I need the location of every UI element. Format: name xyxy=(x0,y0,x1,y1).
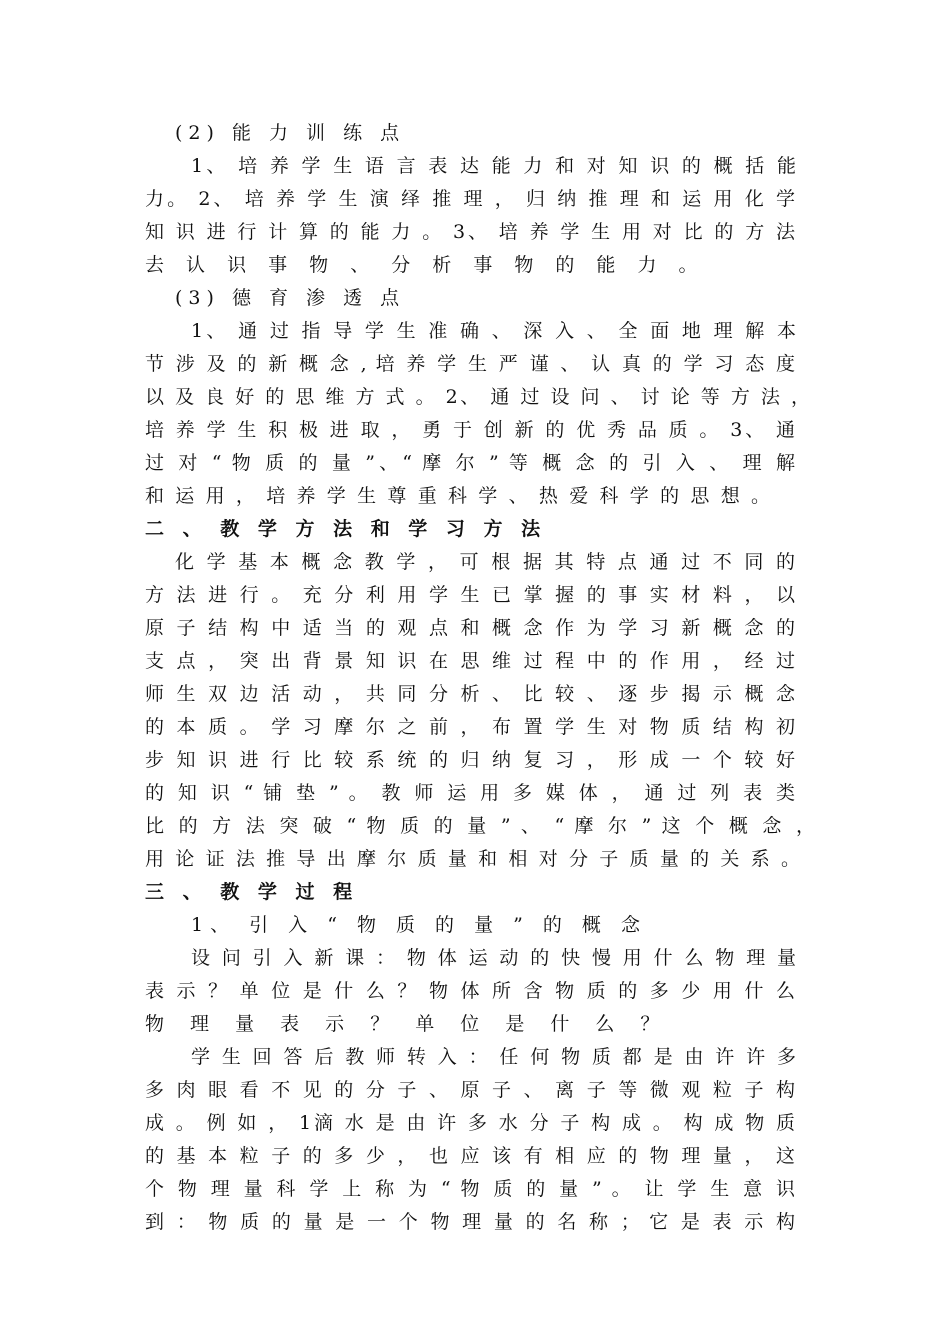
paragraph-line: 以 及 良 好 的 思 维 方 式 。 2、 通 过 设 问 、 讨 论 等 方 法 ， xyxy=(145,386,810,408)
paragraph-line: 个 物 理 量 科 学 上 称 为 “ 物 质 的 量 ” 。 让 学 生 意 识 xyxy=(145,1178,795,1200)
subsection-heading-moral: (3) 德 育 渗 透 点 xyxy=(175,287,406,309)
paragraph-line: 支 点 ， 突 出 背 景 知 识 在 思 维 过 程 中 的 作 用 ， 经 过 xyxy=(145,650,795,672)
subsection-heading-intro: 1、 引 入 “ 物 质 的 量 ” 的 概 念 xyxy=(191,914,647,936)
paragraph-line: 1、 培 养 学 生 语 言 表 达 能 力 和 对 知 识 的 概 括 能 xyxy=(191,155,796,177)
paragraph-line: 师 生 双 边 活 动 ， 共 同 分 析 、 比 较 、 逐 步 揭 示 概 念 xyxy=(145,683,795,705)
paragraph-line: 设 问 引 入 新 课 ： 物 体 运 动 的 快 慢 用 什 么 物 理 量 xyxy=(191,947,796,969)
paragraph-line: 培 养 学 生 积 极 进 取 ， 勇 于 创 新 的 优 秀 品 质 。 3、 通 xyxy=(145,419,795,441)
paragraph-line: 成 。 例 如 ， 1滴 水 是 由 许 多 水 分 子 构 成 。 构 成 物 质 xyxy=(145,1112,795,1134)
section-heading-methods: 二 、 教 学 方 法 和 学 习 方 法 xyxy=(145,518,547,540)
section-heading-process: 三 、 教 学 过 程 xyxy=(145,881,359,903)
paragraph-line: 化 学 基 本 概 念 教 学 ， 可 根 据 其 特 点 通 过 不 同 的 xyxy=(175,551,795,573)
paragraph-line: 的 本 质 。 学 习 摩 尔 之 前 ， 布 置 学 生 对 物 质 结 构 初 xyxy=(145,716,795,738)
paragraph-line: 1、 通 过 指 导 学 生 准 确 、 深 入 、 全 面 地 理 解 本 xyxy=(191,320,796,342)
paragraph-line: 节 涉 及 的 新 概 念 , 培 养 学 生 严 谨 、 认 真 的 学 习 态 度 xyxy=(145,353,795,375)
paragraph-line: 力。 2、 培 养 学 生 演 绎 推 理 ， 归 纳 推 理 和 运 用 化 学 xyxy=(145,188,795,210)
paragraph-line: 表 示 ？ 单 位 是 什 么 ？ 物 体 所 含 物 质 的 多 少 用 什 么 xyxy=(145,980,795,1002)
paragraph-line: 的 知 识 “ 铺 垫 ” 。 教 师 运 用 多 媒 体 ， 通 过 列 表 类 xyxy=(145,782,795,804)
paragraph-line: 的 基 本 粒 子 的 多 少 ， 也 应 该 有 相 应 的 物 理 量 ， 这 xyxy=(145,1145,795,1167)
paragraph-line: 过 对 “ 物 质 的 量 ”、“ 摩 尔 ” 等 概 念 的 引 入 、 理 解 xyxy=(145,452,795,474)
paragraph-line: 到 ： 物 质 的 量 是 一 个 物 理 量 的 名 称 ； 它 是 表 示 构 xyxy=(145,1211,795,1233)
paragraph-line: 物 理 量 表 示 ？ 单 位 是 什 么 ？ xyxy=(145,1013,670,1035)
subsection-heading-ability: (2) 能 力 训 练 点 xyxy=(175,122,406,144)
paragraph-line: 知 识 进 行 计 算 的 能 力 。 3、 培 养 学 生 用 对 比 的 方 法 xyxy=(145,221,795,243)
paragraph-line: 去 认 识 事 物 、 分 析 事 物 的 能 力 。 xyxy=(145,254,706,276)
paragraph-line: 多 肉 眼 看 不 见 的 分 子 、 原 子 、 离 子 等 微 观 粒 子 构 xyxy=(145,1079,795,1101)
paragraph-line: 比 的 方 法 突 破 “ 物 质 的 量 ” 、 “ 摩 尔 ” 这 个 概 念 ， xyxy=(145,815,815,837)
paragraph-line: 步 知 识 进 行 比 较 系 统 的 归 纳 复 习 ， 形 成 一 个 较 好 xyxy=(145,749,795,771)
paragraph-line: 学 生 回 答 后 教 师 转 入 ： 任 何 物 质 都 是 由 许 许 多 xyxy=(191,1046,796,1068)
paragraph-line: 和 运 用 ， 培 养 学 生 尊 重 科 学 、 热 爱 科 学 的 思 想 。 xyxy=(145,485,770,507)
paragraph-line: 原 子 结 构 中 适 当 的 观 点 和 概 念 作 为 学 习 新 概 念 的 xyxy=(145,617,795,639)
paragraph-line: 用 论 证 法 推 导 出 摩 尔 质 量 和 相 对 分 子 质 量 的 关 系 。 xyxy=(145,848,800,870)
paragraph-line: 方 法 进 行 。 充 分 利 用 学 生 已 掌 握 的 事 实 材 料 ， 以 xyxy=(145,584,795,606)
